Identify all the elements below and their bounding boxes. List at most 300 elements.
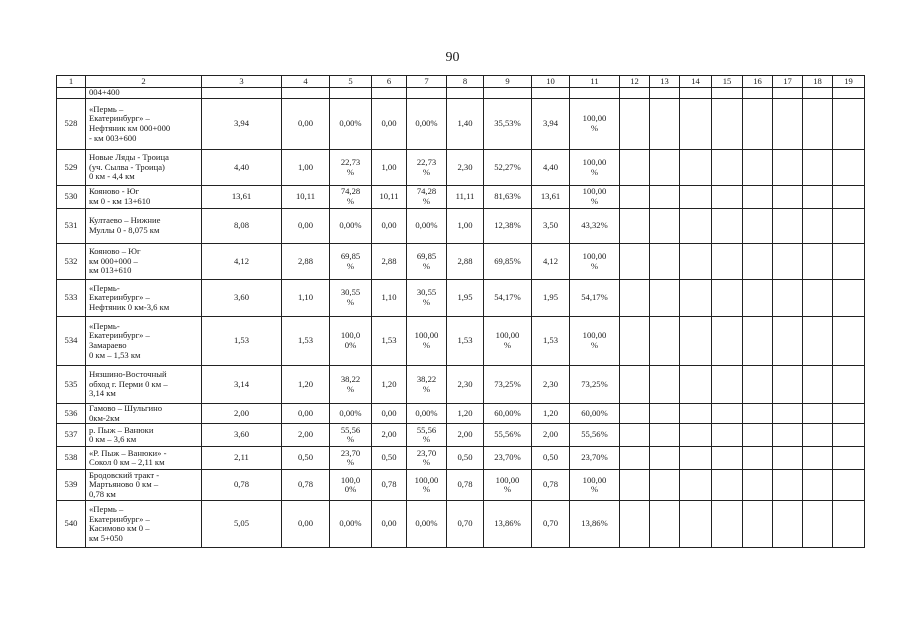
table-cell: 1,20 — [282, 366, 330, 404]
table-cell — [447, 88, 484, 99]
table-cell — [833, 501, 865, 548]
page-number: 90 — [445, 50, 460, 65]
table-cell — [803, 280, 833, 317]
table-cell — [620, 501, 650, 548]
column-header: 18 — [803, 76, 833, 88]
table-row — [57, 404, 865, 424]
column-header: 12 — [620, 76, 650, 88]
column-header: 14 — [680, 76, 712, 88]
table-cell: 0,00% — [407, 99, 447, 150]
table-cell: 0,78 — [532, 470, 570, 501]
table-cell — [372, 88, 407, 99]
table-cell: 1,20 — [372, 366, 407, 404]
table-cell: 1,53 — [202, 317, 282, 366]
road-name-cell: Новые Ляды - Троица (уч. Сылва - Троица) 0 км - 4,4 км — [86, 150, 202, 186]
table-cell: 2,30 — [532, 366, 570, 404]
table-cell — [773, 447, 803, 470]
table-cell — [650, 244, 680, 280]
road-name-cell: «Р. Пыж – Ванюки» - Сокол 0 км – 2,11 км — [86, 447, 202, 470]
table-cell — [773, 404, 803, 424]
table-cell — [803, 150, 833, 186]
table-cell — [833, 150, 865, 186]
table-cell — [803, 88, 833, 99]
table-cell: 38,22 % — [407, 366, 447, 404]
table-cell: 74,28 % — [407, 186, 447, 209]
table-cell: 0,00% — [407, 404, 447, 424]
table-cell: 0,00 — [282, 501, 330, 548]
table-cell: 100,00 % — [570, 150, 620, 186]
table-cell: 1,00 — [282, 150, 330, 186]
table-cell — [743, 99, 773, 150]
table-cell — [650, 186, 680, 209]
table-cell — [650, 317, 680, 366]
column-header: 1 — [57, 76, 86, 88]
table-cell: 0,70 — [447, 501, 484, 548]
table-cell: 1,53 — [447, 317, 484, 366]
table-cell: 23,70 % — [330, 447, 372, 470]
table-cell: 1,00 — [372, 150, 407, 186]
table-cell — [712, 280, 743, 317]
table-cell — [680, 280, 712, 317]
table-cell — [712, 447, 743, 470]
table-cell — [743, 366, 773, 404]
table-cell — [803, 404, 833, 424]
road-name-cell: р. Пыж – Ванюки 0 км – 3,6 км — [86, 424, 202, 447]
table-cell — [680, 244, 712, 280]
table-cell — [743, 447, 773, 470]
table-cell: 4,40 — [202, 150, 282, 186]
table-cell: 0,00% — [330, 501, 372, 548]
table-cell: 0,00% — [330, 99, 372, 150]
row-number-cell — [57, 88, 86, 99]
table-cell: 100,00 % — [484, 317, 532, 366]
table-cell: 5,05 — [202, 501, 282, 548]
table-cell: 60,00% — [570, 404, 620, 424]
table-cell — [680, 186, 712, 209]
table-cell: 0,78 — [447, 470, 484, 501]
table-row — [57, 99, 865, 150]
table-cell — [330, 88, 372, 99]
table-cell: 22,73 % — [330, 150, 372, 186]
table-cell: 0,50 — [372, 447, 407, 470]
table-cell — [833, 88, 865, 99]
table-cell: 1,95 — [532, 280, 570, 317]
table-cell — [680, 470, 712, 501]
table-cell — [620, 88, 650, 99]
column-header: 13 — [650, 76, 680, 88]
table-cell: 0,00 — [372, 501, 407, 548]
table-cell: 3,94 — [532, 99, 570, 150]
table-row — [57, 424, 865, 447]
table-cell — [833, 244, 865, 280]
table-cell — [680, 209, 712, 244]
table-cell — [202, 88, 282, 99]
table-cell — [743, 88, 773, 99]
road-name-cell: Гамово – Шульгино 0км-2км — [86, 404, 202, 424]
table-cell — [620, 244, 650, 280]
table-cell — [743, 186, 773, 209]
table-cell: 1,10 — [372, 280, 407, 317]
table-cell: 100,00 % — [570, 244, 620, 280]
table-cell — [680, 424, 712, 447]
table-cell — [773, 186, 803, 209]
table-cell — [743, 317, 773, 366]
table-cell — [833, 186, 865, 209]
table-cell: 1,20 — [447, 404, 484, 424]
table-cell — [833, 317, 865, 366]
table-cell — [282, 88, 330, 99]
table-cell: 0,00 — [282, 99, 330, 150]
table-cell: 1,53 — [372, 317, 407, 366]
table-cell — [680, 404, 712, 424]
table-row — [57, 244, 865, 280]
column-header: 9 — [484, 76, 532, 88]
table-cell — [620, 186, 650, 209]
table-cell — [620, 447, 650, 470]
table-cell: 8,08 — [202, 209, 282, 244]
table-cell — [833, 366, 865, 404]
table-cell — [680, 88, 712, 99]
table-cell — [712, 209, 743, 244]
table-cell — [712, 150, 743, 186]
table-cell: 55,56 % — [407, 424, 447, 447]
table-cell: 52,27% — [484, 150, 532, 186]
table-cell: 100,0 0% — [330, 470, 372, 501]
road-name-cell: «Пермь- Екатеринбург» – Замараево 0 км – 1,53 км — [86, 317, 202, 366]
table-cell — [712, 244, 743, 280]
table-cell — [407, 88, 447, 99]
table-cell: 22,73 % — [407, 150, 447, 186]
table-cell: 1,10 — [282, 280, 330, 317]
table-cell — [650, 280, 680, 317]
table-cell: 0,50 — [447, 447, 484, 470]
table-cell: 2,00 — [372, 424, 407, 447]
table-row — [57, 88, 865, 99]
table-cell: 0,00% — [407, 209, 447, 244]
table-cell — [773, 99, 803, 150]
table-cell — [712, 186, 743, 209]
table-cell — [620, 424, 650, 447]
table-cell — [743, 209, 773, 244]
table-cell — [773, 470, 803, 501]
table-cell: 3,94 — [202, 99, 282, 150]
table-cell — [650, 501, 680, 548]
table-cell — [620, 404, 650, 424]
table-cell — [773, 424, 803, 447]
table-cell: 2,00 — [447, 424, 484, 447]
row-number-cell: 535 — [57, 366, 86, 404]
table-cell — [743, 244, 773, 280]
table-cell: 54,17% — [570, 280, 620, 317]
table-cell — [803, 186, 833, 209]
table-cell: 2,30 — [447, 150, 484, 186]
table-row — [57, 209, 865, 244]
table-row — [57, 186, 865, 209]
table-cell — [712, 366, 743, 404]
table-cell: 4,12 — [532, 244, 570, 280]
table-cell: 3,50 — [532, 209, 570, 244]
table-cell — [803, 209, 833, 244]
table-cell — [773, 366, 803, 404]
table-cell — [620, 150, 650, 186]
row-number-cell: 539 — [57, 470, 86, 501]
table-cell: 0,00 — [282, 404, 330, 424]
column-header: 3 — [202, 76, 282, 88]
table-cell: 13,61 — [202, 186, 282, 209]
table-cell — [680, 447, 712, 470]
table-cell — [620, 470, 650, 501]
table-cell — [773, 280, 803, 317]
table-cell — [680, 317, 712, 366]
table-row — [57, 280, 865, 317]
table-cell — [773, 317, 803, 366]
table-cell: 1,40 — [447, 99, 484, 150]
row-number-cell: 540 — [57, 501, 86, 548]
table-cell: 13,86% — [570, 501, 620, 548]
table-cell: 2,88 — [447, 244, 484, 280]
row-number-cell: 530 — [57, 186, 86, 209]
table-cell — [620, 366, 650, 404]
table-cell — [484, 88, 532, 99]
table-cell: 81,63% — [484, 186, 532, 209]
table-cell: 0,50 — [282, 447, 330, 470]
table-cell: 73,25% — [570, 366, 620, 404]
table-cell — [712, 88, 743, 99]
table-cell — [712, 317, 743, 366]
table-cell — [712, 404, 743, 424]
table-cell: 3,14 — [202, 366, 282, 404]
table-row — [57, 366, 865, 404]
column-header: 2 — [86, 76, 202, 88]
table-cell: 100,0 0% — [330, 317, 372, 366]
table-cell: 55,56% — [484, 424, 532, 447]
table-cell: 1,95 — [447, 280, 484, 317]
table-cell: 100,00 % — [570, 186, 620, 209]
table-cell: 0,00% — [407, 501, 447, 548]
table-cell: 69,85% — [484, 244, 532, 280]
column-header: 10 — [532, 76, 570, 88]
table-cell: 0,00 — [372, 404, 407, 424]
table-cell — [833, 447, 865, 470]
table-cell: 11,11 — [447, 186, 484, 209]
table-cell: 100,00 % — [570, 470, 620, 501]
table-cell: 2,11 — [202, 447, 282, 470]
table-cell — [803, 424, 833, 447]
table-cell — [650, 209, 680, 244]
table-cell — [650, 404, 680, 424]
road-name-cell: Култаево – Нижние Муллы 0 - 8,075 км — [86, 209, 202, 244]
table-cell: 3,60 — [202, 424, 282, 447]
table-cell — [803, 317, 833, 366]
table-cell — [680, 99, 712, 150]
table-cell: 12,38% — [484, 209, 532, 244]
table-cell: 73,25% — [484, 366, 532, 404]
road-name-cell: Кояново - Юг км 0 - км 13+610 — [86, 186, 202, 209]
table-cell — [743, 404, 773, 424]
table-cell — [803, 447, 833, 470]
table-row — [57, 447, 865, 470]
table-cell: 3,60 — [202, 280, 282, 317]
data-table — [56, 75, 865, 548]
table-cell — [650, 447, 680, 470]
table-cell: 1,53 — [282, 317, 330, 366]
table-cell: 0,50 — [532, 447, 570, 470]
table-cell — [620, 209, 650, 244]
table-cell — [773, 209, 803, 244]
table-cell — [833, 470, 865, 501]
table-cell — [680, 501, 712, 548]
table-cell: 2,00 — [202, 404, 282, 424]
row-number-cell: 536 — [57, 404, 86, 424]
table-cell — [773, 150, 803, 186]
road-name-cell: Нязшино-Восточный обход г. Перми 0 км – 3,14 км — [86, 366, 202, 404]
table-cell — [620, 280, 650, 317]
row-number-cell: 538 — [57, 447, 86, 470]
table-cell — [650, 99, 680, 150]
table-cell — [680, 366, 712, 404]
row-number-cell: 531 — [57, 209, 86, 244]
table-cell — [650, 470, 680, 501]
row-number-cell: 532 — [57, 244, 86, 280]
table-cell: 30,55 % — [407, 280, 447, 317]
table-cell: 1,00 — [447, 209, 484, 244]
table-cell — [620, 317, 650, 366]
row-number-cell: 534 — [57, 317, 86, 366]
table-cell — [743, 150, 773, 186]
table-cell: 74,28 % — [330, 186, 372, 209]
table-cell — [743, 501, 773, 548]
road-name-cell: Бродовский тракт - Мартьяново 0 км – 0,78 км — [86, 470, 202, 501]
table-cell: 2,00 — [532, 424, 570, 447]
table-cell: 55,56 % — [330, 424, 372, 447]
table-cell: 30,55 % — [330, 280, 372, 317]
table-cell: 13,61 — [532, 186, 570, 209]
table-cell — [620, 99, 650, 150]
table-cell: 0,00 — [372, 209, 407, 244]
column-header: 17 — [773, 76, 803, 88]
table-cell: 0,78 — [202, 470, 282, 501]
road-name-cell: «Пермь- Екатеринбург» – Нефтяник 0 км-3,6 км — [86, 280, 202, 317]
table-row — [57, 501, 865, 548]
table-cell — [650, 150, 680, 186]
column-header: 16 — [743, 76, 773, 88]
table-cell: 4,12 — [202, 244, 282, 280]
table-cell: 100,00 % — [484, 470, 532, 501]
table-cell: 100,00 % — [407, 470, 447, 501]
table-cell — [532, 88, 570, 99]
table-cell — [833, 424, 865, 447]
column-header: 19 — [833, 76, 865, 88]
table-cell: 100,00 % — [407, 317, 447, 366]
road-name-cell: «Пермь – Екатеринбург» – Касимово км 0 – км 5+050 — [86, 501, 202, 548]
table-cell: 4,40 — [532, 150, 570, 186]
table-cell — [570, 88, 620, 99]
table-cell: 69,85 % — [407, 244, 447, 280]
table-cell: 13,86% — [484, 501, 532, 548]
table-cell: 60,00% — [484, 404, 532, 424]
table-cell — [743, 280, 773, 317]
row-number-cell: 528 — [57, 99, 86, 150]
table-cell: 0,00 — [282, 209, 330, 244]
table-cell — [833, 280, 865, 317]
table-cell — [773, 501, 803, 548]
table-row — [57, 470, 865, 501]
road-name-cell: 004+400 — [86, 88, 202, 99]
column-header: 4 — [282, 76, 330, 88]
table-cell — [650, 88, 680, 99]
table-cell — [712, 424, 743, 447]
table-cell: 100,00 % — [570, 317, 620, 366]
table-cell — [773, 88, 803, 99]
table-cell — [712, 99, 743, 150]
table-cell: 23,70% — [570, 447, 620, 470]
table-cell — [650, 366, 680, 404]
table-cell — [773, 244, 803, 280]
table-cell — [833, 404, 865, 424]
table-cell: 23,70 % — [407, 447, 447, 470]
column-header: 7 — [407, 76, 447, 88]
table-cell: 35,53% — [484, 99, 532, 150]
table-cell: 10,11 — [282, 186, 330, 209]
table-cell: 2,88 — [282, 244, 330, 280]
table-cell — [803, 99, 833, 150]
table-cell: 2,88 — [372, 244, 407, 280]
table-cell — [743, 424, 773, 447]
row-number-cell: 533 — [57, 280, 86, 317]
table-row — [57, 317, 865, 366]
table-cell — [803, 470, 833, 501]
table-cell: 2,00 — [282, 424, 330, 447]
table-cell: 38,22 % — [330, 366, 372, 404]
road-name-cell: Кояново – Юг км 000+000 – км 013+610 — [86, 244, 202, 280]
table-cell: 1,20 — [532, 404, 570, 424]
column-header: 15 — [712, 76, 743, 88]
table-cell: 2,30 — [447, 366, 484, 404]
column-header: 5 — [330, 76, 372, 88]
table-cell — [712, 470, 743, 501]
table-cell: 55,56% — [570, 424, 620, 447]
table-cell — [680, 150, 712, 186]
road-name-cell: «Пермь – Екатеринбург» – Нефтяник км 000+000 - км 003+600 — [86, 99, 202, 150]
column-header: 8 — [447, 76, 484, 88]
table-cell: 0,78 — [372, 470, 407, 501]
table-cell: 0,00 — [372, 99, 407, 150]
table-cell — [743, 470, 773, 501]
table-cell: 0,78 — [282, 470, 330, 501]
table-row — [57, 150, 865, 186]
table-cell: 0,70 — [532, 501, 570, 548]
table-cell: 0,00% — [330, 404, 372, 424]
table-cell: 54,17% — [484, 280, 532, 317]
table-cell: 0,00% — [330, 209, 372, 244]
table-cell — [712, 501, 743, 548]
table-cell — [650, 424, 680, 447]
table-cell — [803, 501, 833, 548]
table-cell: 100,00 % — [570, 99, 620, 150]
column-header: 6 — [372, 76, 407, 88]
table-cell — [833, 99, 865, 150]
header-row — [57, 76, 865, 88]
row-number-cell: 529 — [57, 150, 86, 186]
table-cell: 10,11 — [372, 186, 407, 209]
column-header: 11 — [570, 76, 620, 88]
row-number-cell: 537 — [57, 424, 86, 447]
table-cell: 1,53 — [532, 317, 570, 366]
table-cell — [803, 366, 833, 404]
table-cell — [803, 244, 833, 280]
table-cell — [833, 209, 865, 244]
table-cell: 43,32% — [570, 209, 620, 244]
